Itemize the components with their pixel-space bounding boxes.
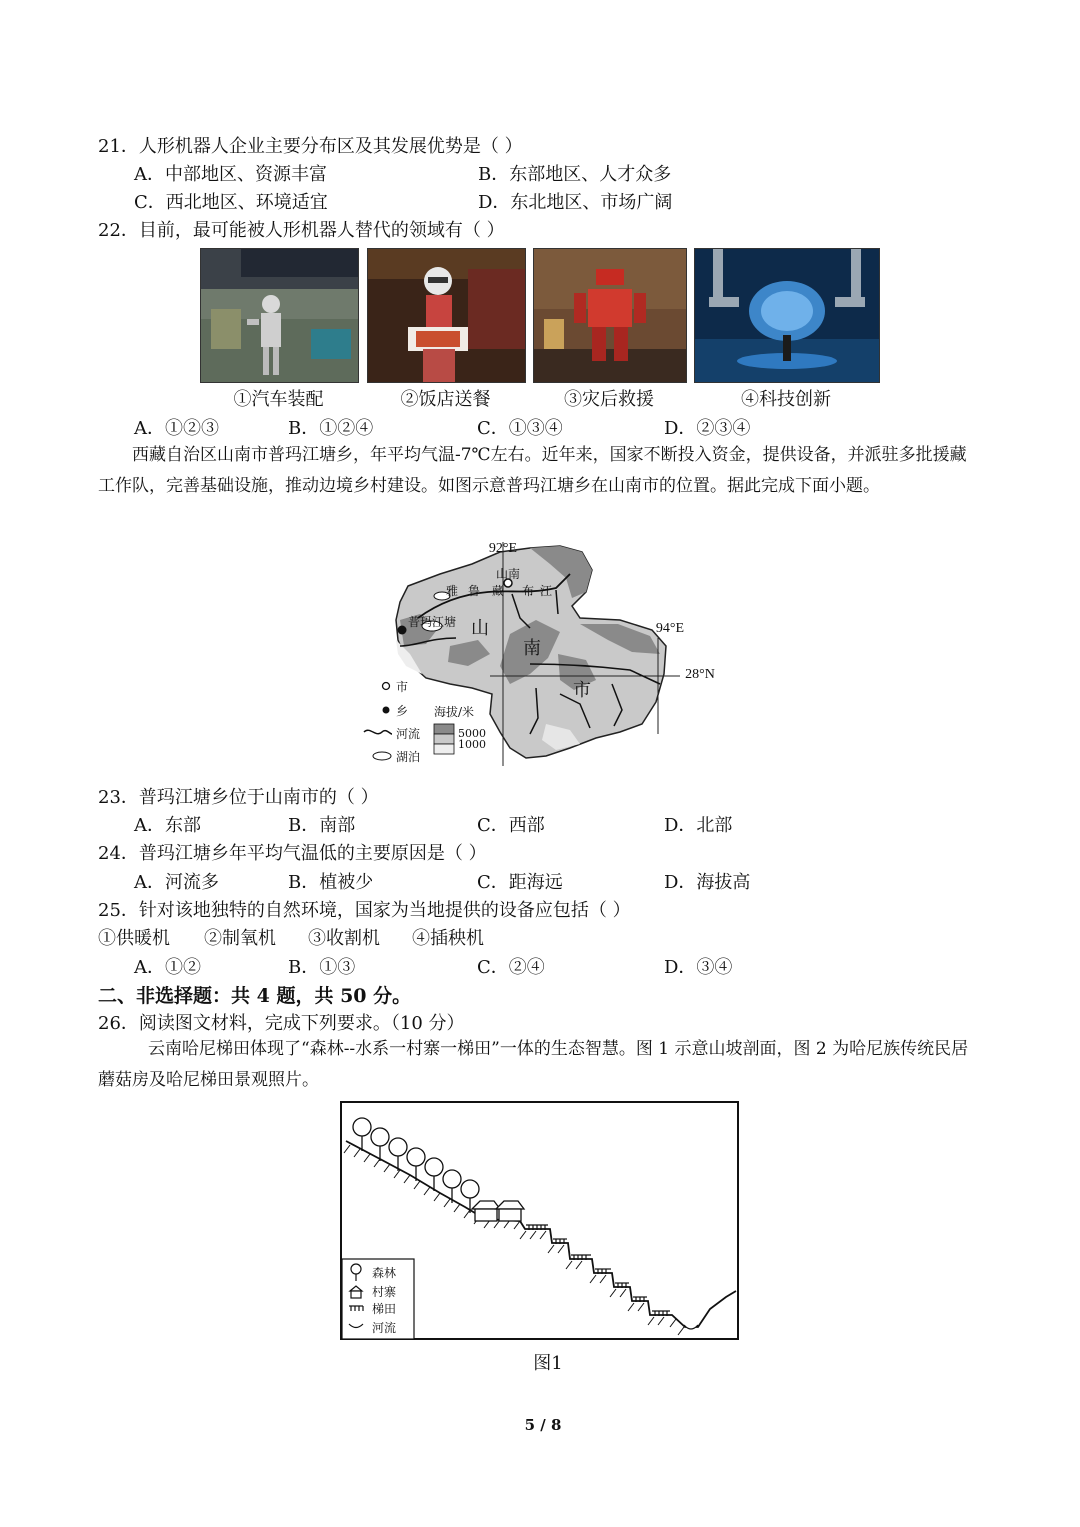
q22-caption-4: ④科技创新 — [741, 389, 831, 410]
map-region-char-1: 山 — [471, 618, 489, 639]
tech-innovation-photo — [694, 248, 880, 383]
car-assembly-photo — [200, 248, 359, 383]
legend-elev-low: 1000 — [458, 738, 486, 751]
map-lon-92: 92°E — [488, 541, 518, 556]
legend-town: 乡 — [396, 704, 409, 718]
fig1-caption: 图1 — [533, 1353, 563, 1374]
map-lon-94: 94°E — [655, 621, 685, 636]
q22-option-b: B．①②④ — [288, 418, 374, 439]
q25-item-3: ③收割机 — [308, 928, 380, 949]
map-river-char-2: 鲁 — [467, 584, 481, 598]
q25-option-b: B．①③ — [288, 957, 356, 978]
fig1-legend-village: 村寨 — [372, 1285, 397, 1299]
map-region-char-3: 市 — [573, 680, 591, 701]
map-river-char-5: 江 — [539, 584, 553, 598]
q24-option-a: A．河流多 — [134, 872, 219, 893]
q25-option-a: A．①② — [134, 957, 201, 978]
q21-stem: 21．人形机器人企业主要分布区及其发展优势是（ ） — [98, 136, 523, 157]
q21-option-c: C．西北地区、环境适宜 — [134, 192, 328, 213]
q23-option-b: B．南部 — [288, 815, 356, 836]
q25-stem: 25．针对该地独特的自然环境，国家为当地提供的设备应包括（ ） — [98, 900, 631, 921]
disaster-rescue-photo — [533, 248, 687, 383]
map-region-char-2: 南 — [523, 638, 541, 659]
q25-item-2: ②制氧机 — [204, 928, 276, 949]
q21-option-d: D．东北地区、市场广阔 — [478, 192, 673, 213]
q25-option-d: D．③④ — [664, 957, 733, 978]
q24-stem: 24．普玛江塘乡年平均气温低的主要原因是（ ） — [98, 843, 487, 864]
page-number: 5 / 8 — [524, 1416, 562, 1434]
q22-caption-3: ③灾后救援 — [564, 389, 654, 410]
shannan-map — [360, 534, 720, 766]
legend-elev-high: 5000 — [458, 727, 486, 740]
q23-option-a: A．东部 — [134, 815, 201, 836]
fig1-legend-river: 河流 — [372, 1321, 397, 1335]
q25-option-c: C．②④ — [477, 957, 545, 978]
legend-lake: 湖泊 — [396, 750, 421, 764]
restaurant-delivery-photo — [367, 248, 526, 383]
q26-stem: 26．阅读图文材料，完成下列要求。（10 分） — [98, 1013, 465, 1034]
q24-option-b: B．植被少 — [288, 872, 374, 893]
q22-option-d: D．②③④ — [664, 418, 751, 439]
q24-option-c: C．距海远 — [477, 872, 563, 893]
q22-option-c: C．①③④ — [477, 418, 563, 439]
q23-option-c: C．西部 — [477, 815, 545, 836]
fig1-legend-forest: 森林 — [372, 1266, 397, 1280]
map-river-char-4: 布 — [521, 584, 535, 598]
q24-option-d: D．海拔高 — [664, 872, 751, 893]
legend-elev-title: 海拔/米 — [434, 705, 475, 719]
passage-xizang: 西藏自治区山南市普玛江塘乡，年平均气温-7℃左右。近年来，国家不断投入资金，提供设备，并派驻多批援藏工作队，完善基础设施，推动边境乡村建设。如图示意普玛江塘乡在山南市的位置。据此完成下面小题。 — [98, 445, 967, 496]
q23-option-d: D．北部 — [664, 815, 733, 836]
fig1-legend-terrace: 梯田 — [372, 1302, 397, 1316]
q22-caption-2: ②饭店送餐 — [400, 389, 491, 410]
q25-item-4: ④插秧机 — [412, 928, 484, 949]
q21-option-b: B．东部地区、人才众多 — [478, 164, 672, 185]
map-lat-28: 28°N — [685, 667, 715, 682]
q22-option-a: A．①②③ — [134, 418, 219, 439]
map-river-char-3: 藏 — [491, 584, 505, 598]
q26-passage: 云南哈尼梯田体现了“森林--水系一村寨一梯田”一体的生态智慧。图 1 示意山坡剖面，图 2 为哈尼族传统民居蘑菇房及哈尼梯田景观照片。 — [98, 1039, 969, 1090]
legend-city: 市 — [396, 680, 409, 694]
map-town-label: 普玛江塘 — [407, 615, 457, 629]
q25-item-1: ①供暖机 — [98, 928, 170, 949]
q23-stem: 23．普玛江塘乡位于山南市的（ ） — [98, 787, 379, 808]
q22-caption-1: ①汽车装配 — [233, 389, 324, 410]
legend-river: 河流 — [396, 727, 421, 741]
map-city-label: 山南 — [495, 567, 521, 581]
section-title: 二、非选择题：共 4 题，共 50 分。 — [98, 985, 412, 1007]
map-river-char-1: 雅 — [445, 584, 459, 598]
slope-profile-figure — [340, 1101, 740, 1341]
q22-stem: 22．目前，最可能被人形机器人替代的领域有（ ） — [98, 220, 505, 241]
q21-option-a: A．中部地区、资源丰富 — [134, 164, 327, 185]
